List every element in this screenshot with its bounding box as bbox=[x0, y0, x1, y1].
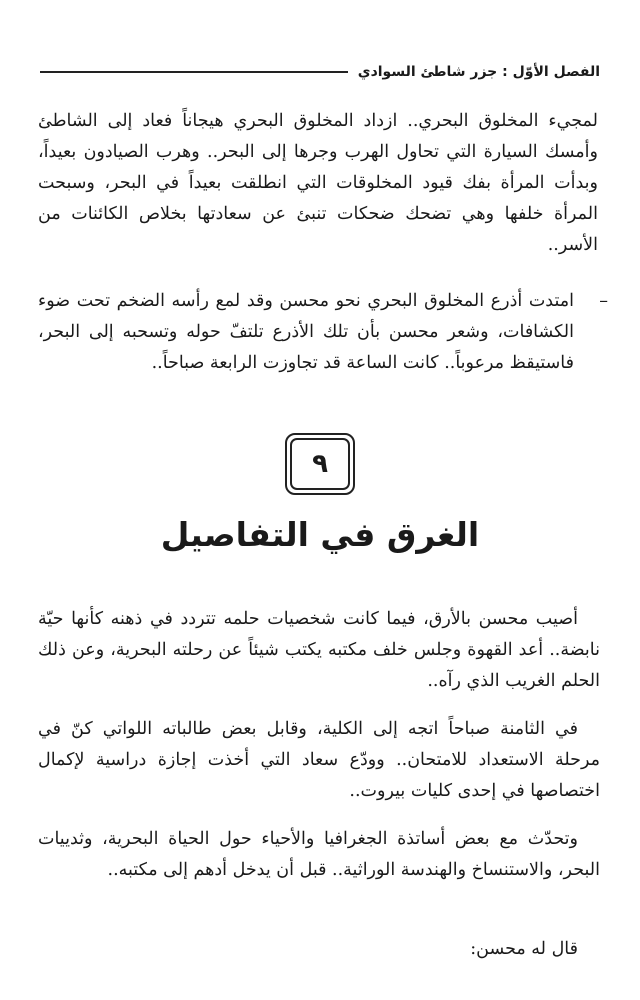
chapter-number-box bbox=[285, 433, 355, 495]
bullet-dash: – bbox=[599, 291, 608, 311]
bullet-item bbox=[38, 286, 608, 379]
header-rule bbox=[40, 71, 348, 73]
continuation-paragraph: لمجيء المخلوق البحري.. ازداد المخلوق البحري هيجاناً فعاد إلى الشاطئ وأمسك السيارة التي تحاول الهرب وجرها إلى البحر.. وهرب الصيادون بعيداً، وبدأت المرأة بفك قيود المخلوقات التي انطلقت بعيداً في البحر، وسبحت المرأة خلفها وهي تضحك ضحكات تنبئ عن سعادتها بخلاص الكائنات من الأسر.. bbox=[38, 111, 598, 255]
running-header bbox=[40, 60, 600, 84]
chapter-title: الغرق في التفاصيل bbox=[160, 515, 480, 554]
bullet-text: امتدت أذرع المخلوق البحري نحو محسن وقد لمع رأسه الضخم تحت ضوء الكشافات، وشعر محسن بأن تلك الأذرع تلتفّ حوله وتسحبه إلى البحر، فاستيقظ مرعوباً.. كانت الساعة قد تجاوزت الرابعة صباحاً.. bbox=[38, 291, 574, 373]
body-paragraph: أصيب محسن بالأرق، فيما كانت شخصيات حلمه تتردد في ذهنه كأنها حيّة نابضة.. أعد القهوة وجلس خلف مكتبه يكتب شيئاً عن رحلته البحرية، وعن ذلك الحلم الغريب الذي رآه.. bbox=[38, 609, 600, 691]
body-paragraph: قال له محسن: bbox=[470, 939, 578, 959]
body-paragraph: في الثامنة صباحاً اتجه إلى الكلية، وقابل بعض طالباته اللواتي كنّ في مرحلة الاستعداد للامتحان.. وودّع سعاد التي أخذت إجازة دراسية لإكمال اختصاصها في إحدى كليات بيروت.. bbox=[38, 719, 600, 801]
chapter-number: ٩ bbox=[290, 438, 350, 490]
body-paragraph: وتحدّث مع بعض أساتذة الجغرافيا والأحياء حول الحياة البحرية، وثدييات البحر، والاستنساخ والهندسة الوراثية.. قبل أن يدخل أدهم إلى مكتبه.. bbox=[38, 829, 600, 880]
running-header-title: الفصل الأوّل : جزر شاطئ السوادي bbox=[357, 64, 600, 80]
